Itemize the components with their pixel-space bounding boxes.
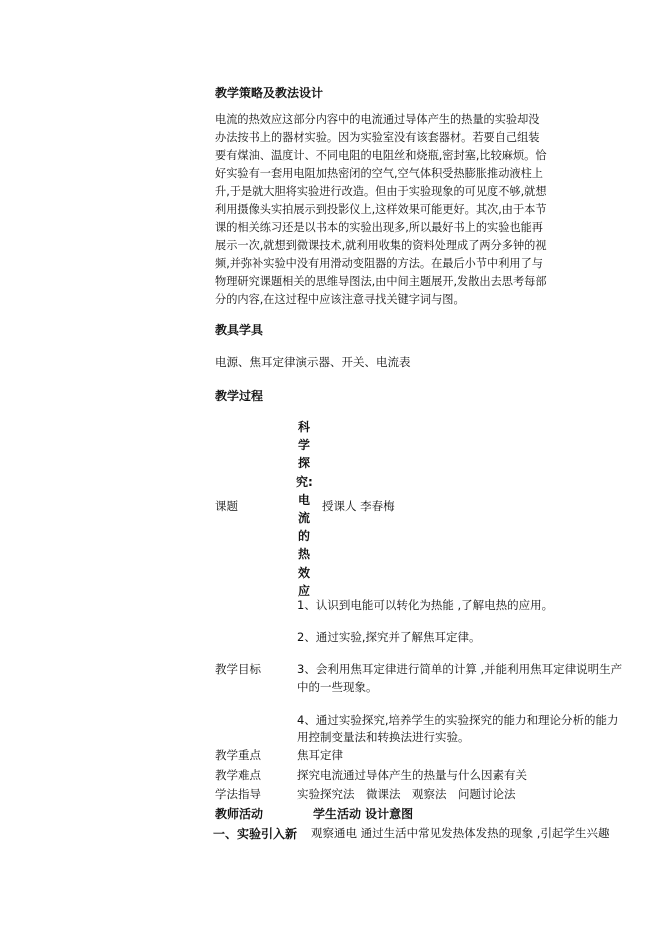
row1-label: 一、实验引入新 xyxy=(213,827,298,841)
topic-char: 的 xyxy=(297,529,310,544)
col-student-design: 学生活动 设计意图 xyxy=(313,807,414,821)
method-text: 实验探究法 微课法 观察法 问题讨论法 xyxy=(297,787,516,801)
paragraph-line: 物理研究课题相关的思维导图法,由中间主题展开,发散出去思考每部 xyxy=(215,275,547,288)
topic-char: 探 xyxy=(297,456,310,471)
method-label: 学法指导 xyxy=(215,787,261,801)
goal-item: 3、会利用焦耳定律进行简单的计算 ,并能利用焦耳定律说明生产 xyxy=(297,662,623,676)
paragraph-line: 升,于是就大胆将实验进行改造。但由于实验现象的可见度不够,就想 xyxy=(215,185,547,198)
goal-item: 用控制变量法和转换法进行实验。 xyxy=(297,730,470,744)
topic-title-vertical xyxy=(296,418,312,600)
difficulty-label: 教学难点 xyxy=(215,768,261,782)
goal-item: 中的一些现象。 xyxy=(297,680,378,694)
tools-text: 电源、焦耳定律演示器、开关、电流表 xyxy=(215,355,411,369)
topic-char: 究: xyxy=(296,474,313,489)
paragraph-line: 电流的热效应这部分内容中的电流通过导体产生的热量的实验却没 xyxy=(215,113,540,126)
paragraph-line: 要有煤油、温度计、不同电阻的电阻丝和烧瓶,密封塞,比较麻烦。恰 xyxy=(215,149,547,162)
difficulty-text: 探究电流通过导体产生的热量与什么因素有关 xyxy=(297,768,527,782)
paragraph-line: 办法按书上的器材实验。因为实验室没有该套器材。若要自己组装 xyxy=(215,131,540,144)
topic-char: 学 xyxy=(297,438,310,453)
paragraph-line: 课的相关练习还是以书本的实验出现多,所以最好书上的实验也能再 xyxy=(215,221,543,234)
teacher-name: 授课人 李春梅 xyxy=(322,499,395,513)
key-text: 焦耳定律 xyxy=(297,748,343,762)
topic-char: 科 xyxy=(297,420,310,434)
process-heading: 教学过程 xyxy=(215,389,264,403)
goal-item: 2、通过实验,探究并了解焦耳定律。 xyxy=(297,630,481,644)
paragraph-line: 利用摄像头实拍展示到投影仪上,这样效果可能更好。其次,由于本节 xyxy=(215,203,547,216)
paragraph-line: 展示一次,就想到微课技术,就利用收集的资料处理成了两分多钟的视 xyxy=(215,239,547,252)
topic-char: 应 xyxy=(297,583,310,598)
topic-char: 电 xyxy=(297,492,310,507)
goal-item: 1、认识到电能可以转化为热能 ,了解电热的应用。 xyxy=(297,598,554,612)
topic-char: 流 xyxy=(297,510,310,525)
key-label: 教学重点 xyxy=(215,748,261,762)
col-teacher-activity: 教师活动 xyxy=(215,807,264,821)
topic-char: 效 xyxy=(297,565,310,580)
strategy-heading: 教学策略及教法设计 xyxy=(215,86,324,100)
topic-label: 课题 xyxy=(215,499,238,513)
row1-text: 观察通电 通过生活中常见发热体发热的现象 ,引起学生兴趣 xyxy=(311,826,610,840)
paragraph-line: 分的内容,在这过程中应该注意寻找关键字词与图。 xyxy=(215,293,465,306)
paragraph-line: 好实验有一套用电阻加热密闭的空气,空气体积受热膨胀推动液柱上 xyxy=(215,167,543,180)
paragraph-line: 频,并弥补实验中没有用滑动变阻器的方法。在最后小节中利用了与 xyxy=(215,257,543,270)
goal-item: 4、通过实验探究,培养学生的实验探究的能力和理论分析的能力 xyxy=(297,713,619,727)
tools-heading: 教具学具 xyxy=(215,323,264,337)
goals-label: 教学目标 xyxy=(215,662,261,676)
topic-char: 热 xyxy=(297,547,310,562)
